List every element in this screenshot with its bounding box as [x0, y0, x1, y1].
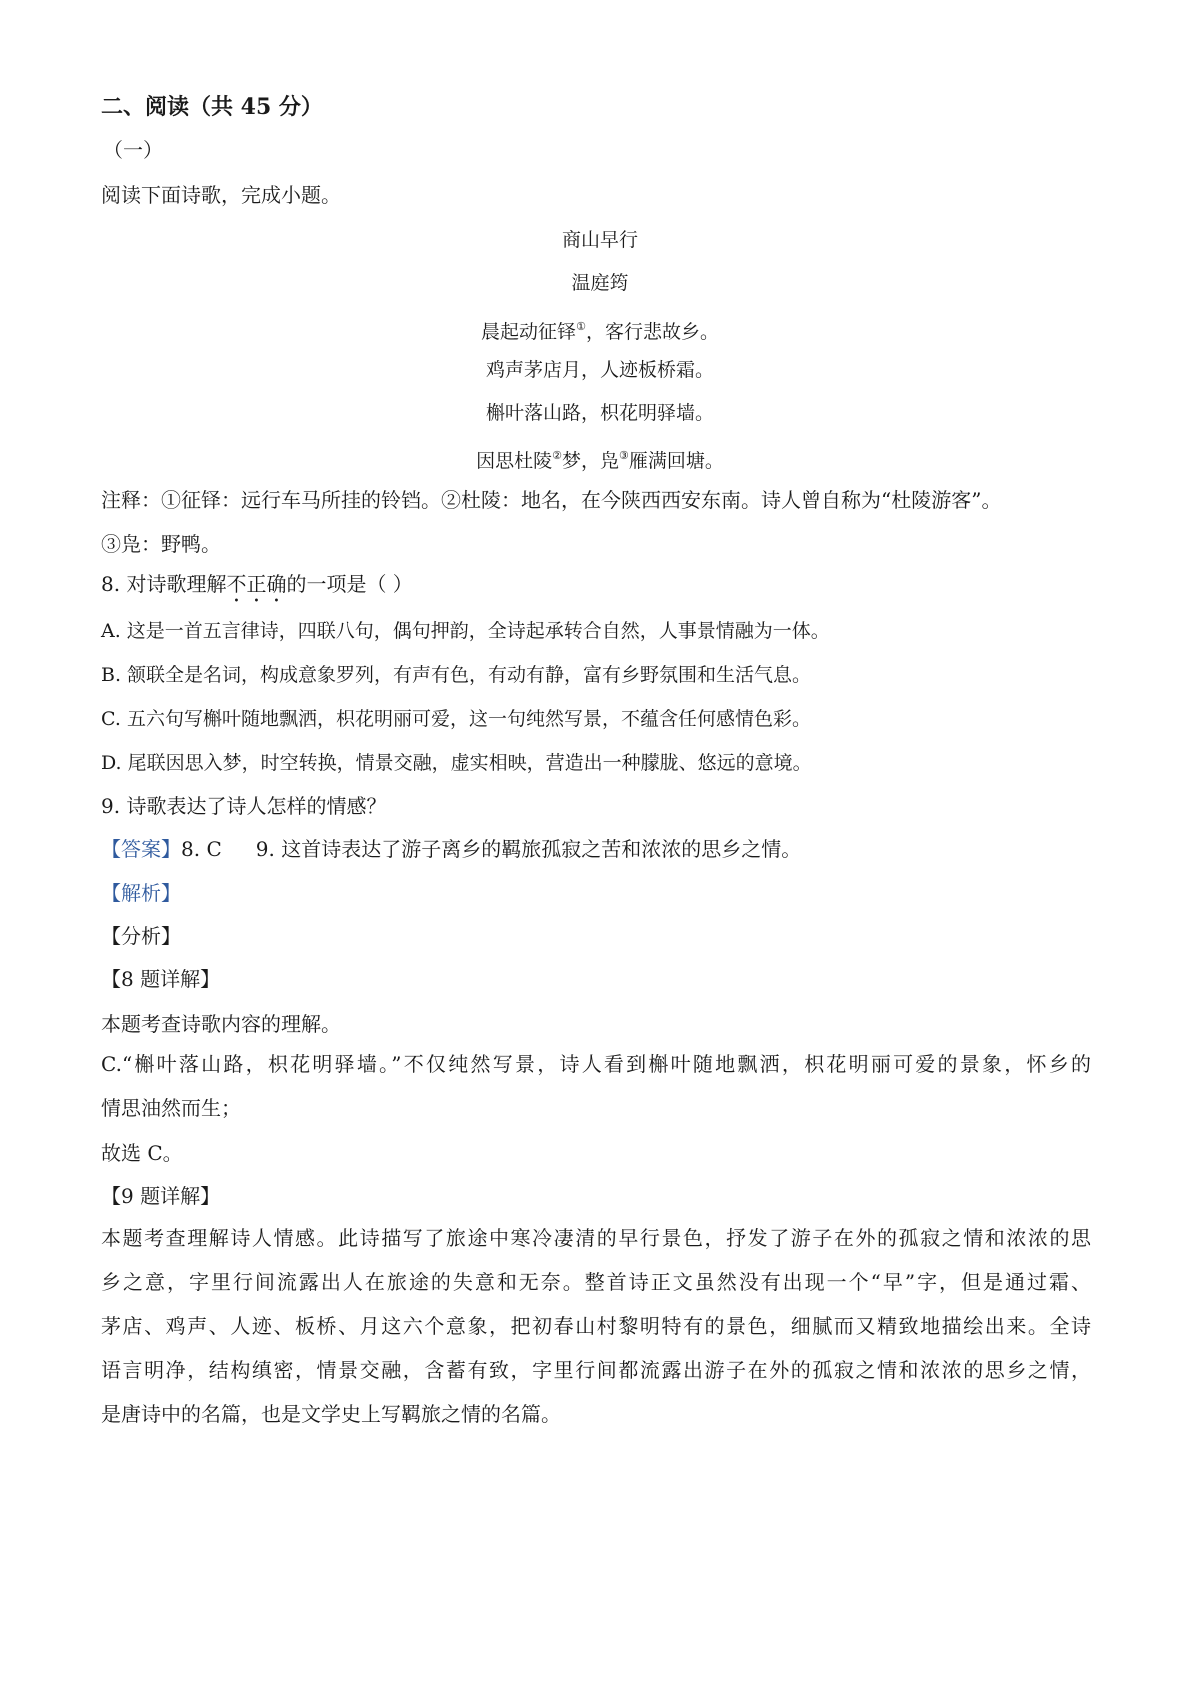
poem-line-4-end: 雁满回塘。: [628, 450, 724, 472]
answer-line: [101, 835, 801, 863]
poem-line-3: 槲叶落山路，枳花明驿墙。: [485, 402, 714, 424]
notes-line-2: ③凫：野鸭。: [101, 532, 221, 556]
answer-8: 8. C: [181, 837, 222, 861]
footnote-mark-2: ②: [552, 449, 562, 462]
detail-9-heading: 【9 题详解】: [101, 1184, 221, 1208]
option-d: D. 尾联因思入梦，时空转换，情景交融，虚实相映，营造出一种朦胧、悠远的意境。: [101, 752, 812, 774]
question-8-suffix: 的一项是（ ）: [286, 572, 413, 596]
detail-9-line-3: 茅店、鸡声、人迹、板桥、月这六个意象，把初春山村黎明特有的景色，细腻而又精致地描绘出来。全诗: [101, 1314, 1091, 1338]
analysis-label: 【解析】: [101, 881, 181, 905]
poem-line-4-start: 因思杜陵: [476, 450, 553, 472]
analysis-heading: 【分析】: [101, 924, 181, 948]
option-a: A. 这是一首五言律诗，四联八句，偶句押韵，全诗起承转合自然，人事景情融为一体。: [101, 620, 830, 642]
question-8-emphasis: 不正确: [226, 572, 287, 596]
poem-line-1-end: ，客行悲故乡。: [585, 321, 719, 343]
poem-title: 商山早行: [561, 229, 638, 251]
detail-8-para-1: 本题考查诗歌内容的理解。: [101, 1012, 341, 1036]
poem-line-1: [0, 313, 1200, 346]
detail-8-conclusion: 故选 C。: [101, 1141, 183, 1165]
poem-author: 温庭筠: [571, 272, 629, 294]
subsection-label: （一）: [103, 138, 163, 162]
detail-9-line-4: 语言明净，结构缜密，情景交融，含蓄有致，字里行间都流露出游子在外的孤寂之情和浓浓的思乡之情，: [101, 1358, 1091, 1382]
poem-line-1-start: 晨起动征铎: [481, 321, 577, 343]
footnote-mark-1: ①: [576, 320, 586, 333]
answer-9: 9. 这首诗表达了游子离乡的羁旅孤寂之苦和浓浓的思乡之情。: [255, 837, 802, 861]
answer-label: 【答案】: [101, 837, 181, 861]
section-title: 二、阅读（共 45 分）: [101, 94, 323, 120]
option-b: B. 颔联全是名词，构成意象罗列，有声有色，有动有静，富有乡野氛围和生活气息。: [101, 664, 812, 686]
instruction-text: 阅读下面诗歌，完成小题。: [101, 183, 341, 207]
question-8-stem: [101, 570, 413, 607]
detail-9-line-2: 乡之意，字里行间流露出人在旅途的失意和无奈。整首诗正文虽然没有出现一个“早”字，但是通过霜、: [101, 1270, 1091, 1294]
detail-9-line-1: 本题考查理解诗人情感。此诗描写了旅途中寒冷凄清的早行景色，抒发了游子在外的孤寂之情和浓浓的思: [101, 1226, 1091, 1250]
detail-8-para-2-line-2: 情思油然而生；: [101, 1096, 241, 1120]
poem-line-2: 鸡声茅店月，人迹板桥霜。: [485, 359, 714, 381]
detail-8-para-2-line-1: C.“槲叶落山路，枳花明驿墙。”不仅纯然写景，诗人看到槲叶随地飘洒，枳花明丽可爱的景象，怀乡的: [101, 1052, 1091, 1076]
poem-line-4-middle: 梦，凫: [561, 450, 619, 472]
poem-line-4: [0, 442, 1200, 475]
detail-8-heading: 【8 题详解】: [101, 967, 221, 991]
question-9: 9. 诗歌表达了诗人怎样的情感？: [101, 794, 387, 818]
detail-9-line-5: 是唐诗中的名篇，也是文学史上写羁旅之情的名篇。: [101, 1402, 561, 1426]
notes-line-1: 注释：①征铎：远行车马所挂的铃铛。②杜陵：地名，在今陕西西安东南。诗人曾自称为“杜陵游客”。: [101, 488, 1002, 512]
question-8-prefix: 8. 对诗歌理解: [101, 572, 227, 596]
footnote-mark-3: ③: [619, 449, 629, 462]
option-c: C. 五六句写槲叶随地飘洒，枳花明丽可爱，这一句纯然写景，不蕴含任何感情色彩。: [101, 708, 811, 730]
